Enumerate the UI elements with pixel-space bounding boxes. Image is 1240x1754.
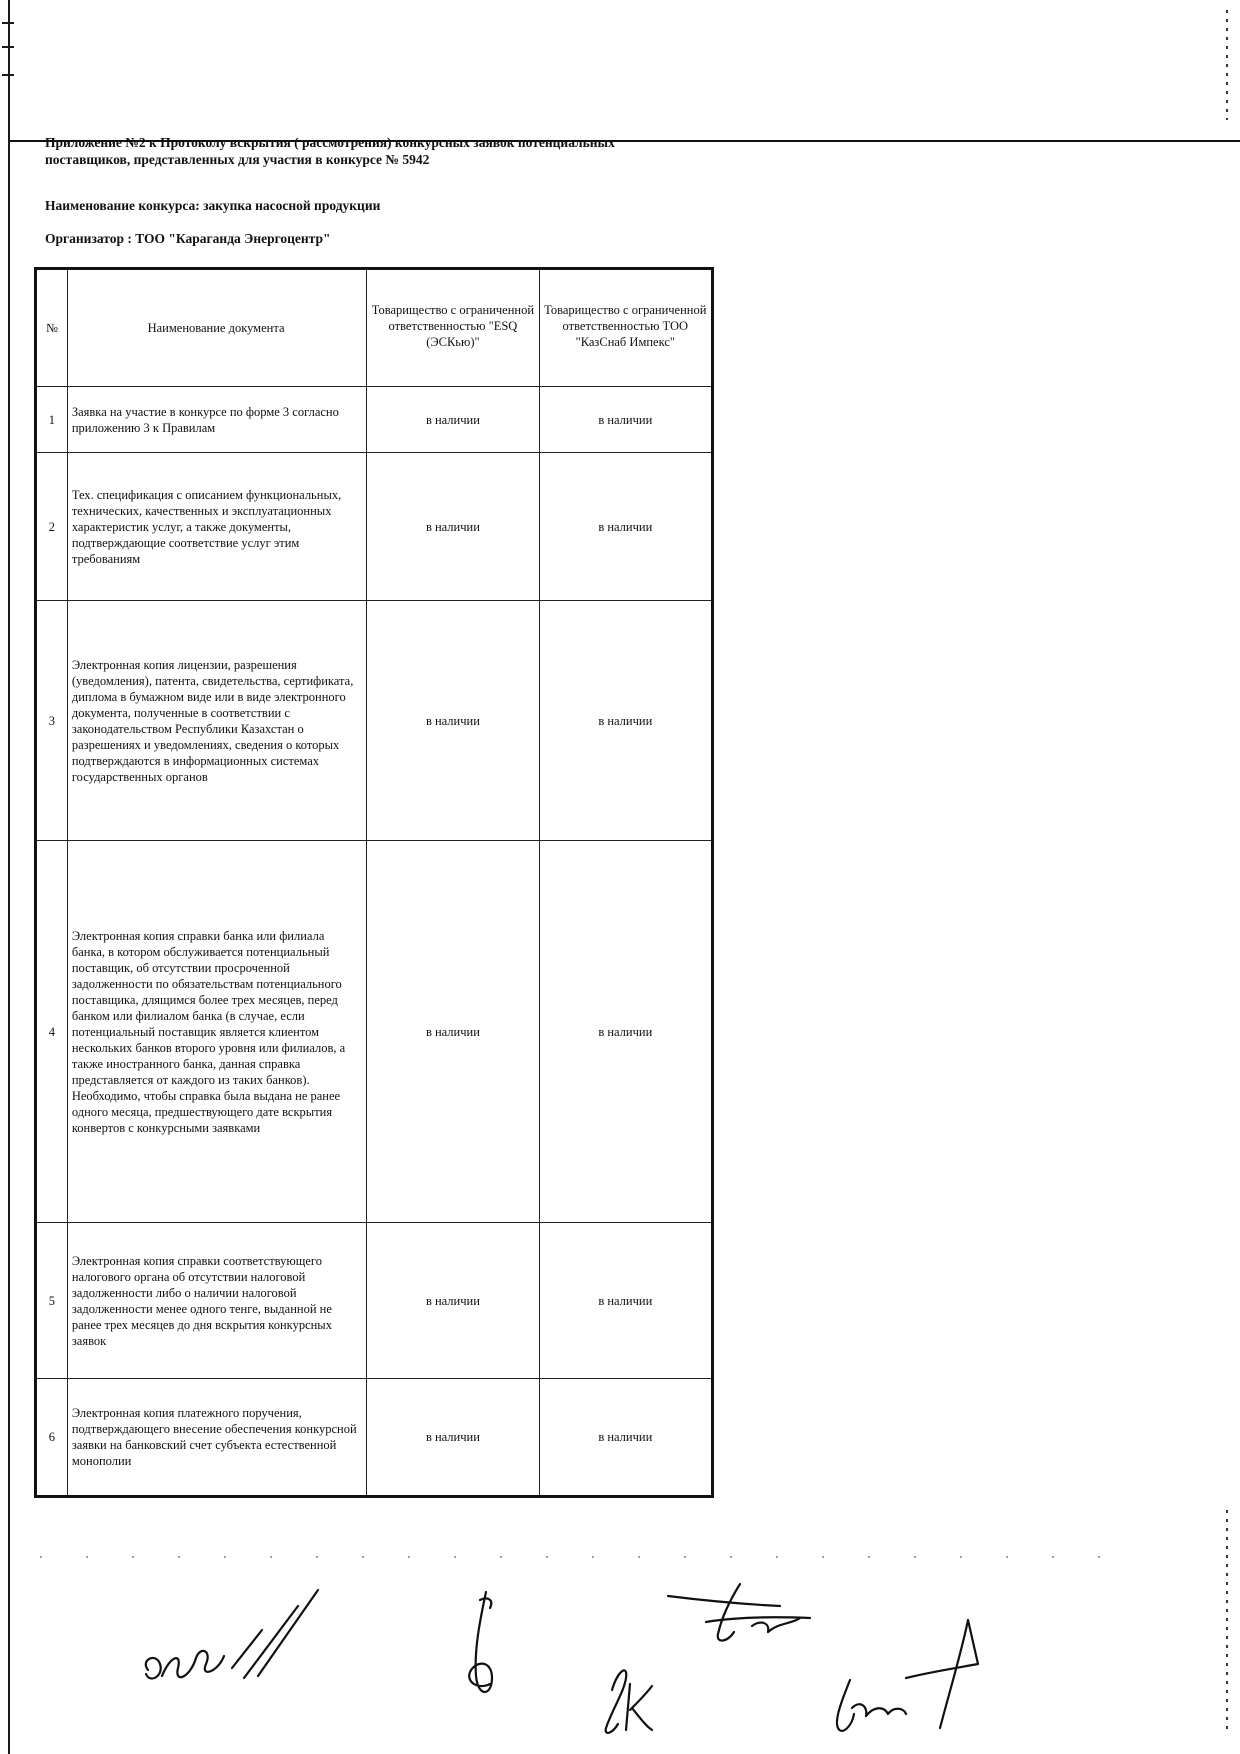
signature-1	[146, 1590, 318, 1679]
contest-name: Наименование конкурса: закупка насосной продукции	[45, 198, 381, 213]
table-row	[36, 841, 713, 1223]
header-num: №	[36, 269, 68, 387]
table-row	[36, 453, 713, 601]
row-document: Электронная копия лицензии, разрешения (уведомления), патента, свидетельства, сертификата, диплома в бумажном виде или в виде электронного документа, полученные в соответствии с законодательством Республики Казахстан о разрешениях и уведомлениях, сведения о которых подтверждаются в информационных системах государственных органов	[67, 601, 366, 841]
row-num: 2	[36, 453, 68, 601]
scan-edge-mark	[2, 22, 14, 24]
row-status-kazsnab: в наличии	[539, 601, 712, 841]
row-document: Тех. спецификация с описанием функциональных, технических, качественных и эксплуатационных характеристик услуг, а также документы, подтверждающие соответствие услуг этим требованиям	[67, 453, 366, 601]
appendix-title-line1: Приложение №2 к Протоколу вскрытия ( рассмотрения) конкурсных заявок потенциальных	[45, 135, 615, 150]
table-header-row	[36, 269, 713, 387]
table-row	[36, 1379, 713, 1497]
appendix-title-line2: поставщиков, представленных для участия в конкурсе № 5942	[45, 152, 430, 167]
row-status-esq: в наличии	[367, 841, 539, 1223]
row-document: Электронная копия справки банка или филиала банка, в котором обслуживается потенциальный поставщик, об отсутствии просроченной задолженности по обязательствам потенциального поставщика, длящимся более трех месяцев, перед банком или филиалом банка (в случае, если потенциальный поставщик является клиентом нескольких банков второго уровня или филиалов, а также иностранного банка, данная справка представляется от каждого из таких банков). Необходимо, чтобы справка была выдана не ранее одного месяца, предшествующего дате вскрытия конвертов с конкурсными заявками	[67, 841, 366, 1223]
row-status-kazsnab: в наличии	[539, 453, 712, 601]
row-num: 6	[36, 1379, 68, 1497]
header-supplier-esq: Товарищество с ограниченной ответственностью "ESQ (ЭСКью)"	[367, 269, 539, 387]
header-document: Наименование документа	[67, 269, 366, 387]
row-status-kazsnab: в наличии	[539, 1223, 712, 1379]
row-status-kazsnab: в наличии	[539, 1379, 712, 1497]
scan-right-ticks	[1226, 10, 1228, 120]
signature-5	[837, 1620, 978, 1731]
row-status-kazsnab: в наличии	[539, 387, 712, 453]
scan-dot-row	[40, 1556, 1100, 1558]
row-status-esq: в наличии	[367, 1379, 539, 1497]
row-status-esq: в наличии	[367, 1223, 539, 1379]
appendix-title	[45, 134, 745, 168]
row-num: 4	[36, 841, 68, 1223]
table-row	[36, 601, 713, 841]
row-status-esq: в наличии	[367, 387, 539, 453]
scan-edge-mark	[2, 46, 14, 48]
header-supplier-kazsnab: Товарищество с ограниченной ответственностью ТОО "КазСнаб Импекс"	[539, 269, 712, 387]
table-row	[36, 387, 713, 453]
row-status-kazsnab: в наличии	[539, 841, 712, 1223]
row-status-esq: в наличии	[367, 601, 539, 841]
row-document: Электронная копия платежного поручения, подтверждающего внесение обеспечения конкурсной заявки на банковский счет субъекта естественной монополии	[67, 1379, 366, 1497]
row-document: Электронная копия справки соответствующего налогового органа об отсутствии налоговой задолженности либо о наличии налоговой задолженности менее одного тенге, выданной не ранее трех месяцев до дня вскрытия конкурсных заявок	[67, 1223, 366, 1379]
scan-left-edge	[8, 0, 10, 1754]
signature-4	[668, 1584, 810, 1641]
organizer: Организатор : ТОО "Караганда Энергоцентр"	[45, 231, 331, 246]
scan-edge-mark	[2, 74, 14, 76]
signature-2	[469, 1592, 492, 1692]
table-row	[36, 1223, 713, 1379]
row-document: Заявка на участие в конкурсе по форме 3 согласно приложению 3 к Правилам	[67, 387, 366, 453]
signatures-area	[0, 1560, 1240, 1754]
row-num: 3	[36, 601, 68, 841]
documents-table	[34, 267, 714, 1498]
row-num: 5	[36, 1223, 68, 1379]
signature-3	[606, 1670, 652, 1733]
row-num: 1	[36, 387, 68, 453]
row-status-esq: в наличии	[367, 453, 539, 601]
signatures-svg	[0, 1560, 1240, 1754]
